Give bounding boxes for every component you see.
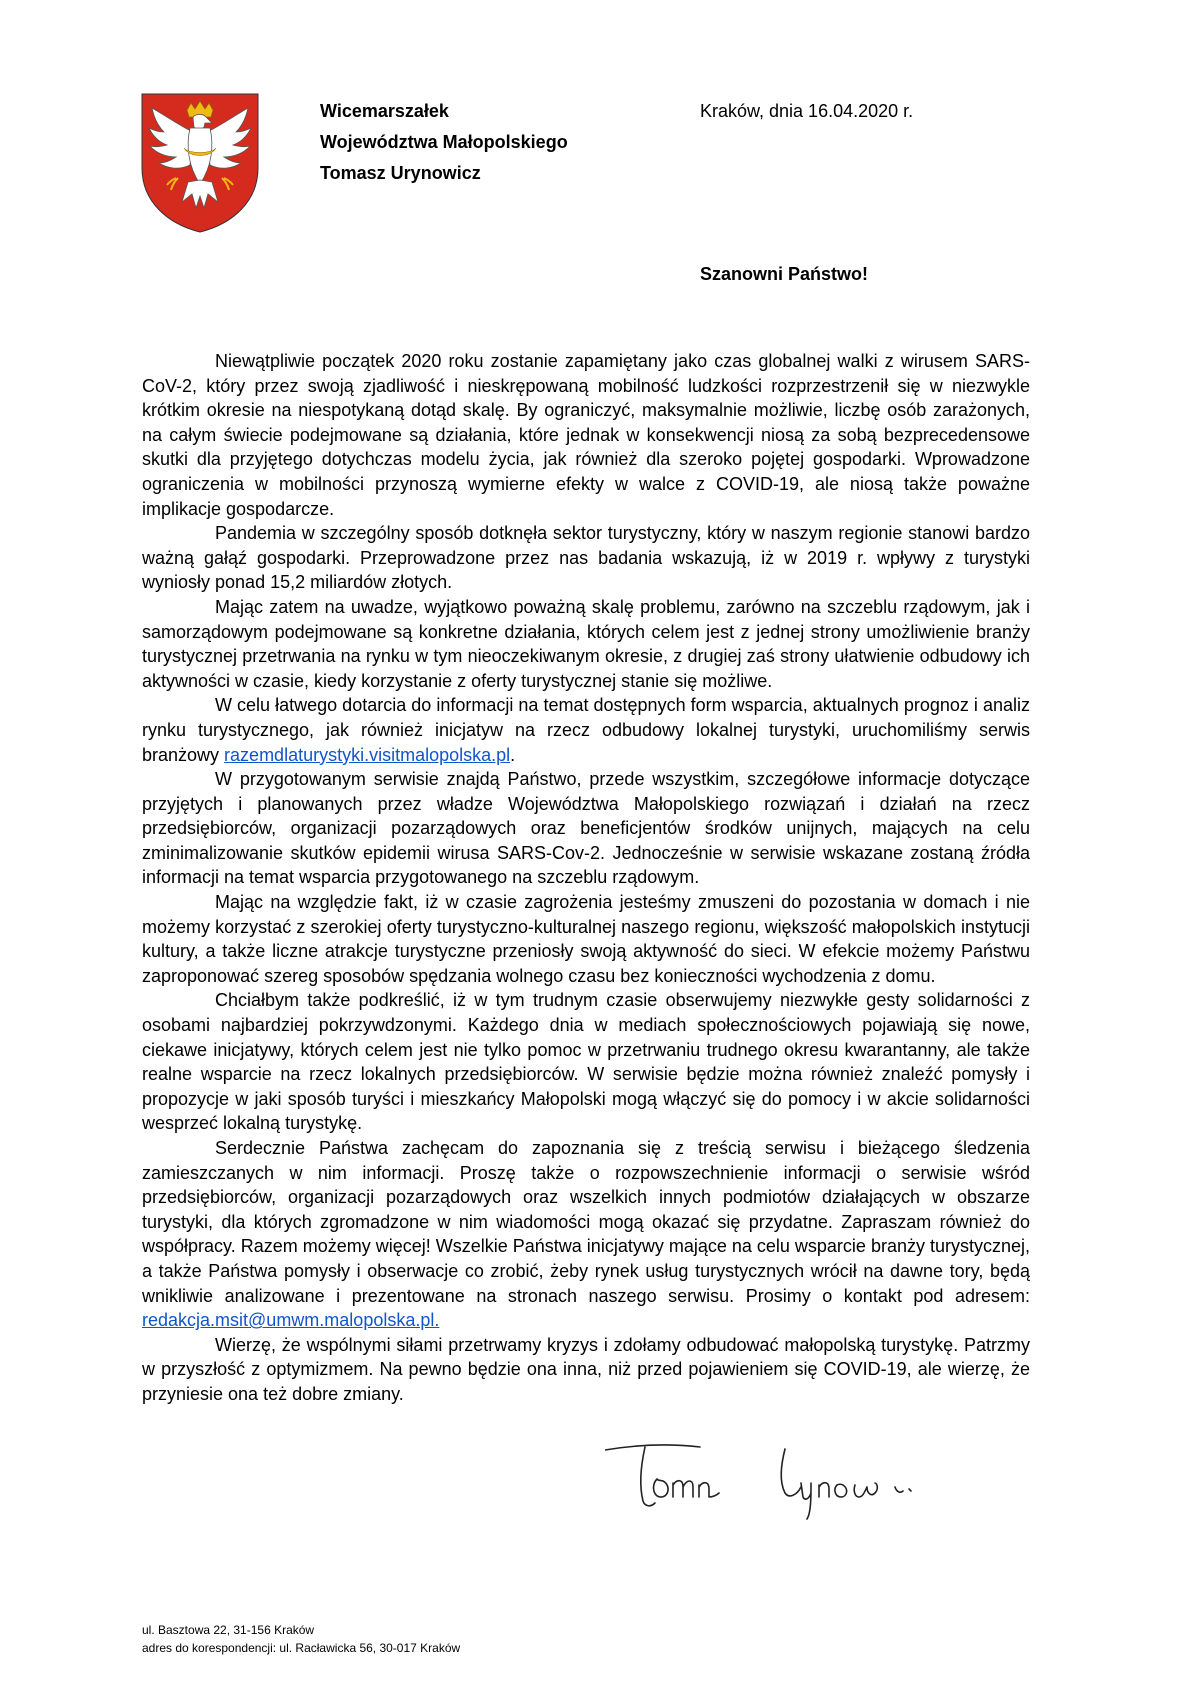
salutation: Szanowni Państwo! bbox=[700, 264, 869, 284]
paragraph-text: Niewątpliwie początek 2020 roku zostanie zapamiętany jako czas globalnej walki z wirusem SARS-CoV-2, który przez swoją zjadliwość i nieskrępowaną mobilność ludzkości rozprzestrzenił się w niezwykle krótkim okresie na niespotykaną dotąd skalę. By ograniczyć, maksymalnie możliwie, liczbę osób zarażonych, na całym świecie podejmowane są działania, które jednak w konsekwencji niosą za sobą bezprecedensowe skutki dla przyjętego dotychczas modelu życia, jak również dla szeroko pojętej gospodarki. Wprowadzone ograniczenia w mobilności przynoszą wymierne efekty w walce z COVID-19, ale niosą także poważne implikacje gospodarcze. bbox=[142, 351, 1030, 519]
footer-address bbox=[142, 1621, 460, 1657]
paragraph-text: W przygotowanym serwisie znajdą Państwo, przede wszystkim, szczegółowe informacje dotyczące przyjętych i planowanych przez władze Województwa Małopolskiego rozwiązań i działań na rzecz przedsiębiorców, organizacji pozarządowych oraz beneficjentów środków unijnych, mających na celu zminimalizowanie skutków epidemii wirusa SARS-Cov-2. Jednocześnie w serwisie wskazane zostaną źródła informacji na temat wsparcia przygotowanego na szczeblu rządowym. bbox=[142, 769, 1030, 888]
sender-name: Tomasz Urynowicz bbox=[320, 163, 481, 183]
paragraph-3 bbox=[142, 595, 1030, 693]
letter-body bbox=[142, 349, 1030, 1407]
paragraph-text: Pandemia w szczególny sposób dotknęła sektor turystyczny, który w naszym regionie stanowi bardzo ważną gałąź gospodarki. Przeprowadzone przez nas badania wskazują, iż w 2019 r. wpływy z turystyki wyniosły ponad 15,2 miliardów złotych. bbox=[142, 523, 1030, 593]
sender-title: Wicemarszałek bbox=[320, 101, 449, 121]
letter-date: Kraków, dnia 16.04.2020 r. bbox=[700, 101, 914, 121]
paragraph-text: Mając na względzie fakt, iż w czasie zagrożenia jesteśmy zmuszeni do pozostania w domach i nie możemy korzystać z szerokiej oferty turystyczno-kulturalnej naszego regionu, większość małopolskich instytucji kultury, a także liczne atrakcje turystyczne przeniosły swoją aktywność do sieci. W efekcie możemy Państwu zaproponować szereg sposobów spędzania wolnego czasu bez konieczności wychodzenia z domu. bbox=[142, 892, 1030, 986]
paragraph-1 bbox=[142, 349, 1030, 521]
footer-correspondence-line: adres do korespondencji: ul. Racławicka 56, 30-017 Kraków bbox=[142, 1641, 461, 1655]
paragraph-5 bbox=[142, 767, 1030, 890]
paragraph-9 bbox=[142, 1333, 1030, 1407]
sender-block bbox=[320, 96, 568, 189]
footer-address-line: ul. Basztowa 22, 31-156 Kraków bbox=[142, 1623, 315, 1637]
paragraph-text: Wierzę, że wspólnymi siłami przetrwamy kryzys i zdołamy odbudować małopolską turystykę. Patrzmy w przyszłość z optymizmem. Na pewno będzie ona inna, niż przed pojawieniem się COVID-19, ale wierzę, że przyniesie ona też dobre zmiany. bbox=[142, 1334, 1030, 1404]
coat-of-arms-icon bbox=[138, 90, 262, 236]
contact-email-link[interactable]: redakcja.msit@umwm.malopolska.pl. bbox=[142, 1310, 440, 1331]
paragraph-4 bbox=[142, 693, 1030, 767]
paragraph-text: . bbox=[510, 744, 516, 765]
paragraph-6 bbox=[142, 890, 1030, 988]
handwritten-signature bbox=[605, 1435, 1025, 1520]
service-link[interactable]: razemdlaturystyki.visitmalopolska.pl bbox=[224, 744, 511, 765]
paragraph-8 bbox=[142, 1136, 1030, 1333]
paragraph-7 bbox=[142, 988, 1030, 1136]
paragraph-text: Mając zatem na uwadze, wyjątkowo poważną skalę problemu, zarówno na szczeblu rządowym, jak i samorządowym podejmowane są konkretne działania, których celem jest z jednej strony umożliwienie branży turystycznej przetrwania na rynku w tym nieoczekiwanym okresie, z drugiej zaś strony ułatwienie odbudowy ich aktywności w czasie, kiedy korzystanie z oferty turystycznej stanie się możliwe. bbox=[142, 596, 1030, 691]
paragraph-2 bbox=[142, 521, 1030, 595]
paragraph-text: W celu łatwego dotarcia do informacji na temat dostępnych form wsparcia, aktualnych prognoz i analiz rynku turystycznego, jak również inicjatyw na rzecz odbudowy lokalnej turystyki, uruchomiliśmy serwis branżowy bbox=[142, 695, 1030, 765]
paragraph-text: Serdecznie Państwa zachęcam do zapoznania się z treścią serwisu i bieżącego śledzenia zamieszczanych w nim informacji. Proszę także o rozpowszechnienie informacji o serwisie wśród przedsiębiorców, organizacji pozarządowych oraz wszelkich innych podmiotów działających w obszarze turystyki, dla których zgromadzone w nim wiadomości mogą okazać się przydatne. Zapraszam również do współpracy. Razem możemy więcej! Wszelkie Państwa inicjatywy mające na celu wsparcie branży turystycznej, a także Państwa pomysły i obserwacje co zrobić, żeby rynek usług turystycznych wrócił na dawne tory, będą wnikliwie analizowane i prezentowane na stronach naszego serwisu. Prosimy o kontakt pod adresem: bbox=[142, 1138, 1030, 1306]
sender-office: Województwa Małopolskiego bbox=[320, 132, 568, 152]
paragraph-text: Chciałbym także podkreślić, iż w tym trudnym czasie obserwujemy niezwykłe gesty solidarności z osobami najbardziej pokrzywdzonymi. Każdego dnia w mediach społecznościowych pojawiają się nowe, ciekawe inicjatywy, których celem jest nie tylko pomoc w przetrwaniu trudnego okresu kwarantanny, ale także realne wsparcie na rzecz lokalnych przedsiębiorców. W serwisie będzie można również znaleźć pomysły i propozycje w jaki sposób turyści i mieszkańcy Małopolski mogą włączyć się do pomocy i w akcie solidarności wesprzeć lokalną turystykę. bbox=[142, 990, 1030, 1134]
